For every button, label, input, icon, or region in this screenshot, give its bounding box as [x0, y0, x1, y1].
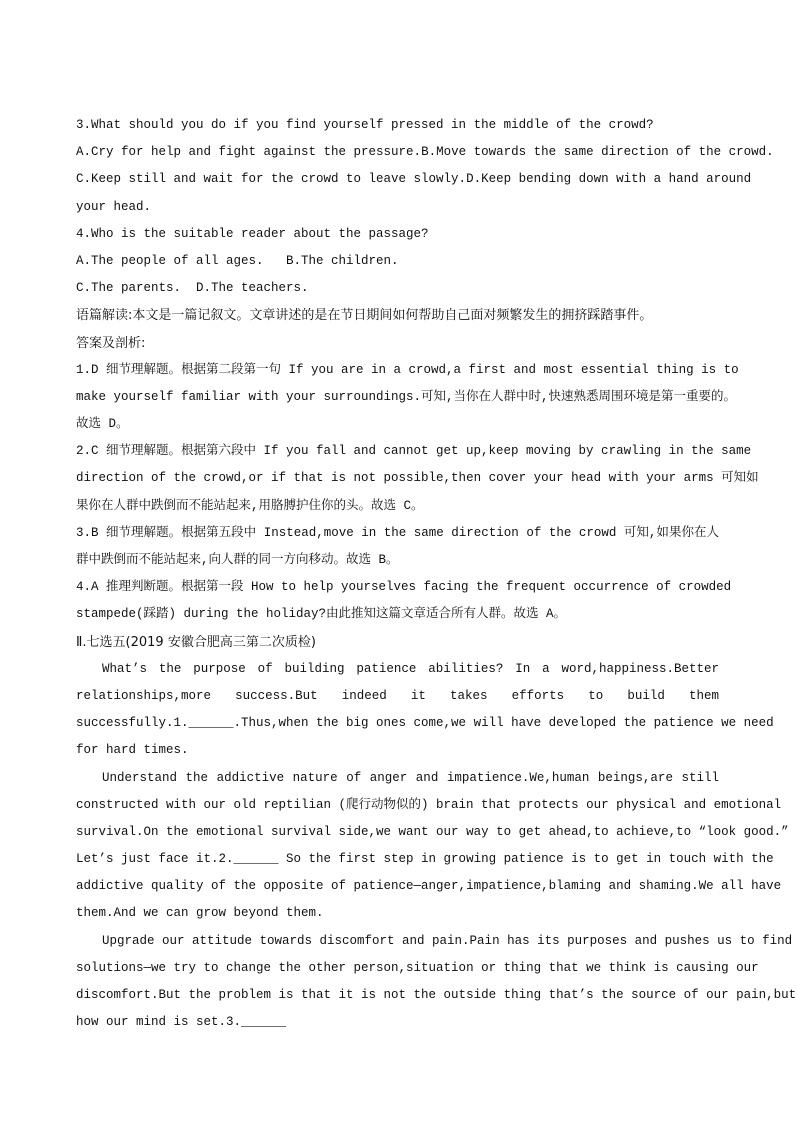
- question-3-options-cd: [76, 166, 752, 193]
- answer-2-line-1: 2.C 细节理解题。根据第六段中 If you fall and cannot get up,keep moving by crawling in the same: [76, 444, 752, 459]
- option-d-continued: your head.: [76, 199, 152, 214]
- paragraph-1-line-2: relationships,more success.But indeed it takes efforts to build them: [76, 688, 719, 703]
- paragraph-2-line-5: addictive quality of the opposite of patience—anger,impatience,blaming and shaming.We all have: [76, 879, 782, 894]
- paragraph-1-line-1: What’s the purpose of building patience abilities? In a word,happiness.Better: [102, 661, 719, 676]
- answer-2-line-2: direction of the crowd,or if that is not possible,then cover your head with your arms 可知如: [76, 471, 759, 486]
- paragraph-1-line-3: successfully.1.______.Thus,when the big ones come,we will have developed the patience we need: [76, 716, 774, 731]
- paragraph-2-line-3: survival.On the emotional survival side,we want our way to get ahead,to achieve,to “look good.”: [76, 824, 789, 839]
- answer-1-line-1: 1.D 细节理解题。根据第二段第一句 If you are in a crowd,a first and most essential thing is to: [76, 362, 739, 377]
- paragraph-2-line-6: them.And we can grow beyond them.: [76, 906, 324, 921]
- option-b: B.Move towards the same direction of the crowd.: [421, 145, 774, 160]
- question-4-options-ab: A.The people of all ages. B.The children.: [76, 253, 399, 268]
- answer-4-line-2: stampede(踩踏) during the holiday?由此推知这篇文章适合所有人群。故选 A。: [76, 607, 567, 622]
- answer-2-line-3: 果你在人群中跌倒而不能站起来,用胳膊护住你的头。故选 C。: [76, 498, 424, 513]
- question-3-options-ab: [76, 139, 774, 166]
- answer-3-line-1: 3.B 细节理解题。根据第五段中 Instead,move in the same direction of the crowd 可知,如果你在人: [76, 525, 719, 540]
- paragraph-3-line-2: solutions—we try to change the other person,situation or thing that we think is causing our: [76, 960, 759, 975]
- answers-heading: 答案及剖析:: [76, 335, 146, 351]
- paragraph-3-line-4: how our mind is set.3.______: [76, 1015, 287, 1030]
- paragraph-3-line-3: discomfort.But the problem is that it is not the outside thing that’s the source of our pain,but: [76, 988, 796, 1002]
- paragraph-1-line-4: for hard times.: [76, 743, 189, 758]
- section-2-heading: Ⅱ.七选五(2019 安徽合肥高三第二次质检): [76, 634, 316, 650]
- paragraph-3-line-1: Upgrade our attitude towards discomfort and pain.Pain has its purposes and pushes us to find: [102, 933, 793, 948]
- answer-1-line-2: make yourself familiar with your surroundings.可知,当你在人群中时,快速熟悉周围环境是第一重要的。: [76, 389, 737, 404]
- option-d: D.Keep bending down with a hand around: [466, 172, 752, 187]
- paragraph-2-line-2: constructed with our old reptilian (爬行动物似的) brain that protects our physical and emotional: [76, 797, 782, 812]
- question-4-options-cd: C.The parents. D.The teachers.: [76, 281, 309, 296]
- answer-1-line-3: 故选 D。: [76, 417, 129, 432]
- answer-4-line-1: 4.A 推理判断题。根据第一段 How to help yourselves facing the frequent occurrence of crowded: [76, 580, 732, 595]
- document-page: [76, 112, 796, 1036]
- paragraph-2-line-4: Let’s just face it.2.______ So the first step in growing patience is to get in touch with the: [76, 852, 774, 867]
- question-4-stem: 4.Who is the suitable reader about the passage?: [76, 226, 429, 241]
- answer-3-line-2: 群中跌倒而不能站起来,向人群的同一方向移动。故选 B。: [76, 553, 399, 567]
- paragraph-2-line-1: Understand the addictive nature of anger and impatience.We,human beings,are still: [102, 770, 719, 785]
- option-a: A.Cry for help and fight against the pressure.: [76, 145, 422, 160]
- passage-analysis-summary: 语篇解读:本文是一篇记叙文。文章讲述的是在节日期间如何帮助自己面对频繁发生的拥挤踩踏事件。: [76, 308, 653, 324]
- option-c: C.Keep still and wait for the crowd to leave slowly.: [76, 172, 467, 187]
- question-3-stem: 3.What should you do if you find yourself pressed in the middle of the crowd?: [76, 118, 654, 132]
